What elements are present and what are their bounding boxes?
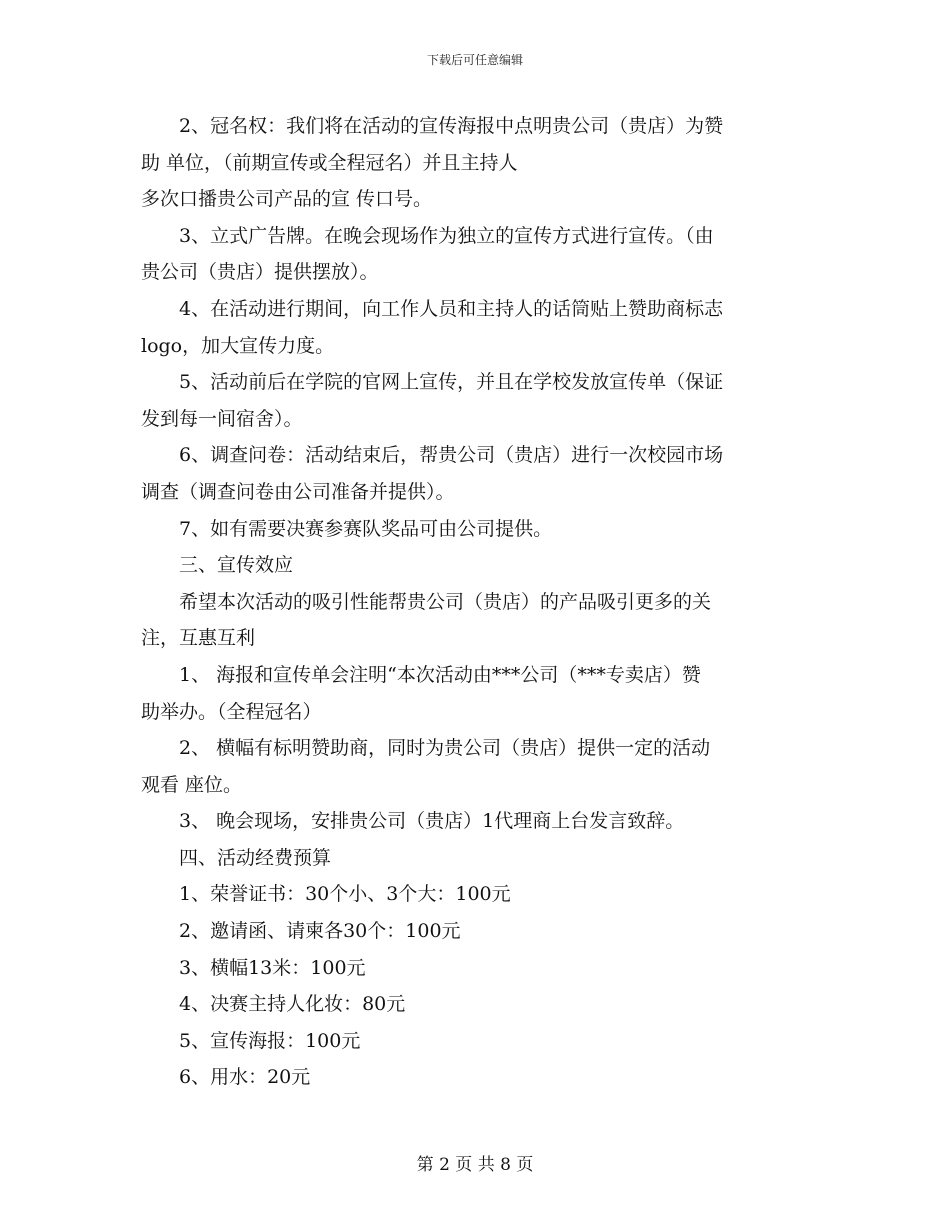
text-line: 2、冠名权：我们将在活动的宣传海报中点明贵公司（贵店）为赞: [179, 115, 724, 137]
text-line: 贵公司（贵店）提供摆放）。: [141, 261, 379, 284]
text-line: 5、宣传海报：100元: [179, 1029, 361, 1052]
text-line: 四、活动经费预算: [179, 846, 332, 869]
text-line: 希望本次活动的吸引性能帮贵公司（贵店）的产品吸引更多的关: [179, 590, 712, 613]
text-line: 1、荣誉证书：30个小、3个大：100元: [179, 883, 511, 906]
text-line: 6、调查问卷：活动结束后，帮贵公司（贵店）进行一次校园市场: [179, 444, 724, 467]
text-line: 4、在活动进行期间，向工作人员和主持人的话筒贴上赞助商标志: [179, 297, 724, 320]
document-body: [141, 108, 811, 1096]
text-line: 助 单位，（前期宣传或全程冠名）并且主持人: [141, 151, 518, 174]
text-line: 7、如有需要决赛参赛队奖品可由公司提供。: [179, 517, 553, 540]
text-line: 4、决赛主持人化妆：80元: [179, 993, 406, 1016]
text-line: 注，互惠互利: [141, 627, 256, 650]
text-line: 发到每一间宿舍）。: [141, 407, 303, 430]
text-line: 2、 横幅有标明赞助商，同时为贵公司（贵店）提供一定的活动: [179, 737, 711, 760]
text-line: 2、邀请函、请柬各30个：100元: [179, 920, 461, 943]
text-line: 1、 海报和宣传单会注明“本次活动由***公司（***专卖店）赞: [179, 663, 701, 686]
text-line: logo，加大宣传力度。: [141, 334, 335, 357]
text-line: 6、用水：20元: [179, 1066, 311, 1089]
page-footer: 第 2 页 共 8 页: [416, 1155, 534, 1175]
text-line: 三、宣传效应: [179, 554, 294, 577]
text-line: 调查（调查问卷由公司准备并提供）。: [141, 480, 455, 503]
text-line: 多次口播贵公司产品的宣 传口号。: [141, 188, 433, 211]
text-line: 5、活动前后在学院的官网上宣传，并且在学校发放宣传单（保证: [179, 371, 724, 394]
text-line: 3、立式广告牌。在晚会现场作为独立的宣传方式进行宣传。（由: [179, 224, 714, 247]
text-line: 助举办。（全程冠名）: [141, 700, 322, 723]
text-line: 观看 座位。: [141, 773, 243, 796]
text-line: 3、 晚会现场，安排贵公司（贵店）1代理商上台发言致辞。: [179, 810, 685, 833]
text-line: 3、横幅13米：100元: [179, 956, 366, 979]
page-header: 下载后可任意编辑: [426, 53, 523, 67]
